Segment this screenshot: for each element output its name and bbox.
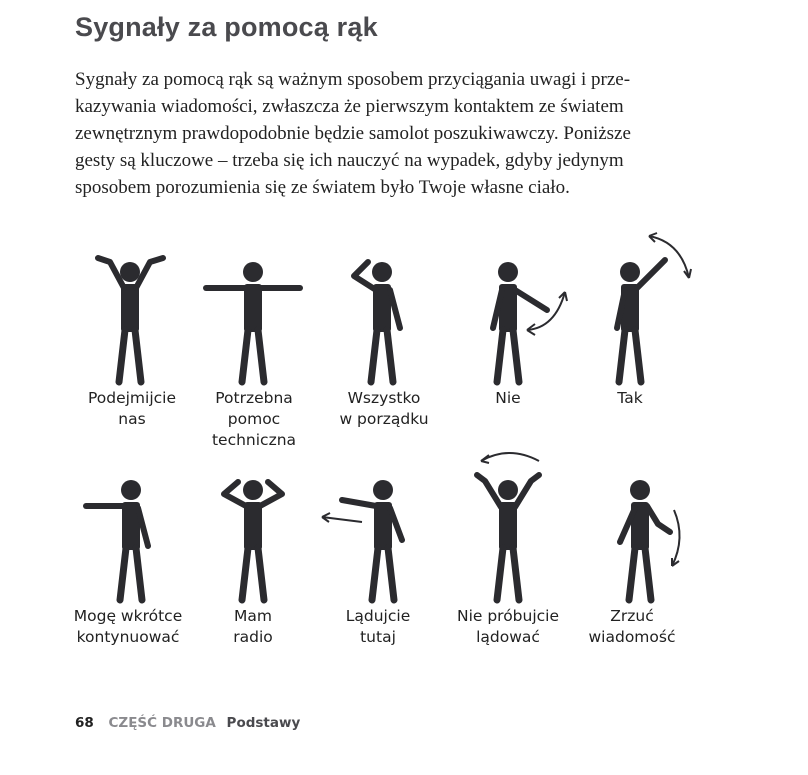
hands-on-ears-figure-icon: [200, 470, 310, 610]
signal-label: Podejmijcie nas: [87, 389, 177, 428]
signal-label: Wszystko w porządku: [339, 389, 429, 428]
signal-label: Lądujcie tutaj: [345, 607, 411, 646]
signal-label: Potrzebna pomoc techniczna: [211, 389, 297, 449]
signal-label: Nie: [495, 389, 521, 407]
signal-label: Mogę wkrótce kontynuować: [73, 607, 183, 646]
signal-label: Tak: [617, 389, 643, 407]
arms-crossing-overhead-figure-icon: [455, 445, 565, 610]
hand-on-head-figure-icon: [330, 250, 440, 390]
intro-paragraph: [75, 66, 715, 201]
paragraph-line: gesty są kluczowe – trzeba się ich nauczyć na wypadek, gdyby jedynym: [75, 150, 624, 171]
arm-swing-low-figure-icon: [455, 250, 585, 390]
paragraph-line: sposobem porozumienia się ze światem było Twoje własne ciało.: [75, 177, 570, 198]
arm-wave-high-figure-icon: [585, 230, 705, 390]
paragraph-line: Sygnały za pomocą rąk są ważnym sposobem przyciągania uwagi i prze-: [75, 69, 631, 90]
page-title: Sygnały za pomocą rąk: [75, 12, 378, 42]
signal-label: Zrzuć wiadomość: [588, 607, 676, 646]
paragraph-line: kazywania wiadomości, zwłaszcza że pierwszym kontaktem ze światem: [75, 96, 624, 117]
both-arms-up-figure-icon: [80, 250, 190, 390]
paragraph-line: zewnętrznym prawdopodobnie będzie samolot poszukiwawczy. Poniższe: [75, 123, 631, 144]
page-number: 68: [75, 715, 94, 731]
signal-label: Mam radio: [233, 607, 273, 646]
section-label: Podstawy: [226, 715, 301, 731]
page-footer: [75, 715, 300, 731]
arm-swing-down-figure-icon: [590, 470, 700, 610]
arm-point-side-figure-icon: [78, 470, 188, 610]
signal-label: Nie próbujcie lądować: [456, 607, 560, 646]
arms-outstretched-figure-icon: [200, 250, 310, 390]
arm-point-land-figure-icon: [310, 470, 430, 610]
part-label: CZĘŚĆ DRUGA: [108, 715, 216, 731]
